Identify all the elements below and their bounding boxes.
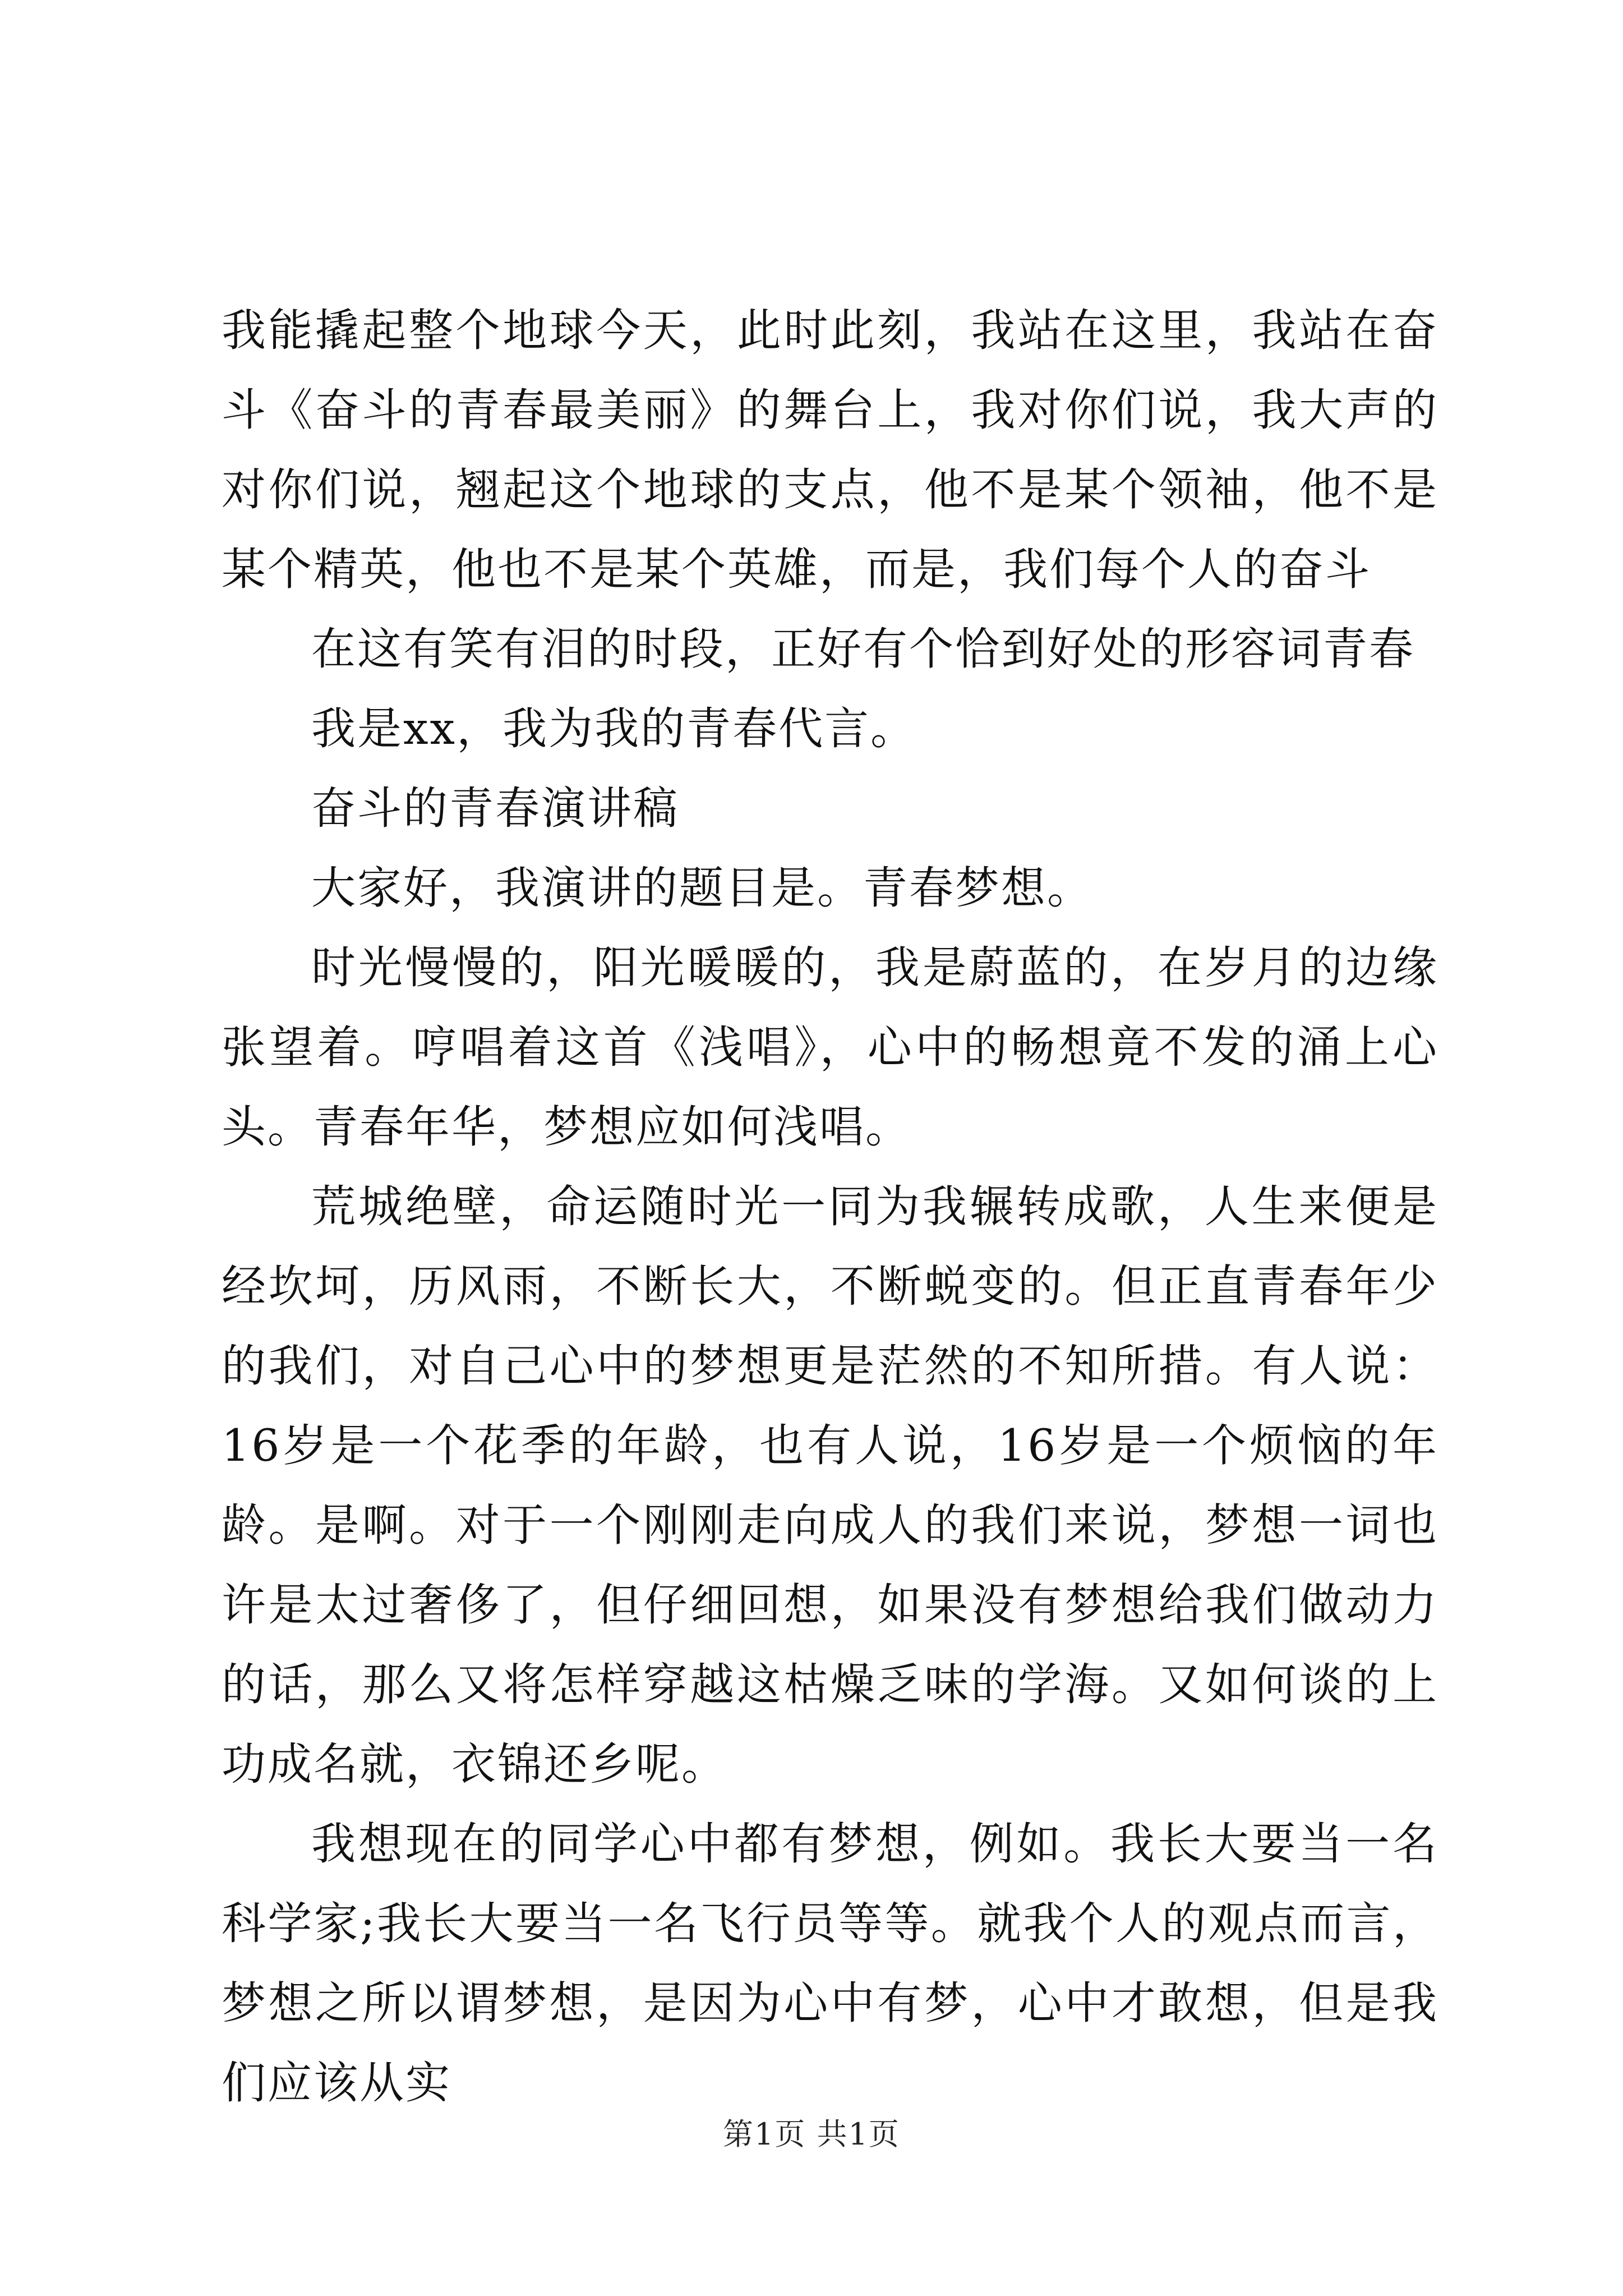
paragraph-3: 我是xx，我为我的青春代言。 — [311, 703, 917, 754]
document-body — [222, 291, 1438, 2123]
section-title: 奋斗的青春演讲稿 — [311, 783, 679, 834]
paragraph-6: 时光慢慢的，阳光暖暖的，我是蔚蓝的，在岁月的边缘张望着。哼唱着这首《浅唱》，心中的畅想竟不发的涌上心头。青春年华，梦想应如何浅唱。 — [222, 942, 1438, 1153]
paragraph-5: 大家好，我演讲的题目是。青春梦想。 — [311, 862, 1093, 914]
paragraph-8: 我想现在的同学心中都有梦想，例如。我长大要当一名科学家;我长大要当一名飞行员等等。就我个人的观点而言，梦想之所以谓梦想，是因为心中有梦，心中才敢想，但是我们应该从实 — [222, 1818, 1438, 2109]
paragraph-7: 荒城绝壁，命运随时光一同为我辗转成歌，人生来便是经坎坷，历风雨，不断长大，不断蜕变的。但正直青春年少的我们，对自己心中的梦想更是茫然的不知所措。有人说：16岁是一个花季的年龄，也有人说，16岁是一个烦恼的年龄。是啊。对于一个刚刚走向成人的我们来说，梦想一词也许是太过奢侈了，但仔细回想，如果没有梦想给我们做动力的话，那么又将怎样穿越这枯燥乏味的学海。又如何谈的上功成名就，衣锦还乡呢。 — [222, 1181, 1438, 1790]
page-footer: 第1页 共1页 — [723, 2116, 900, 2152]
paragraph-2: 在这有笑有泪的时段，正好有个恰到好处的形容词青春 — [311, 623, 1415, 675]
paragraph-1: 我能撬起整个地球今天，此时此刻，我站在这里，我站在奋斗《奋斗的青春最美丽》的舞台上，我对你们说，我大声的对你们说，翘起这个地球的支点，他不是某个领袖，他不是某个精英，他也不是某个英雄，而是，我们每个人的奋斗 — [222, 305, 1438, 595]
